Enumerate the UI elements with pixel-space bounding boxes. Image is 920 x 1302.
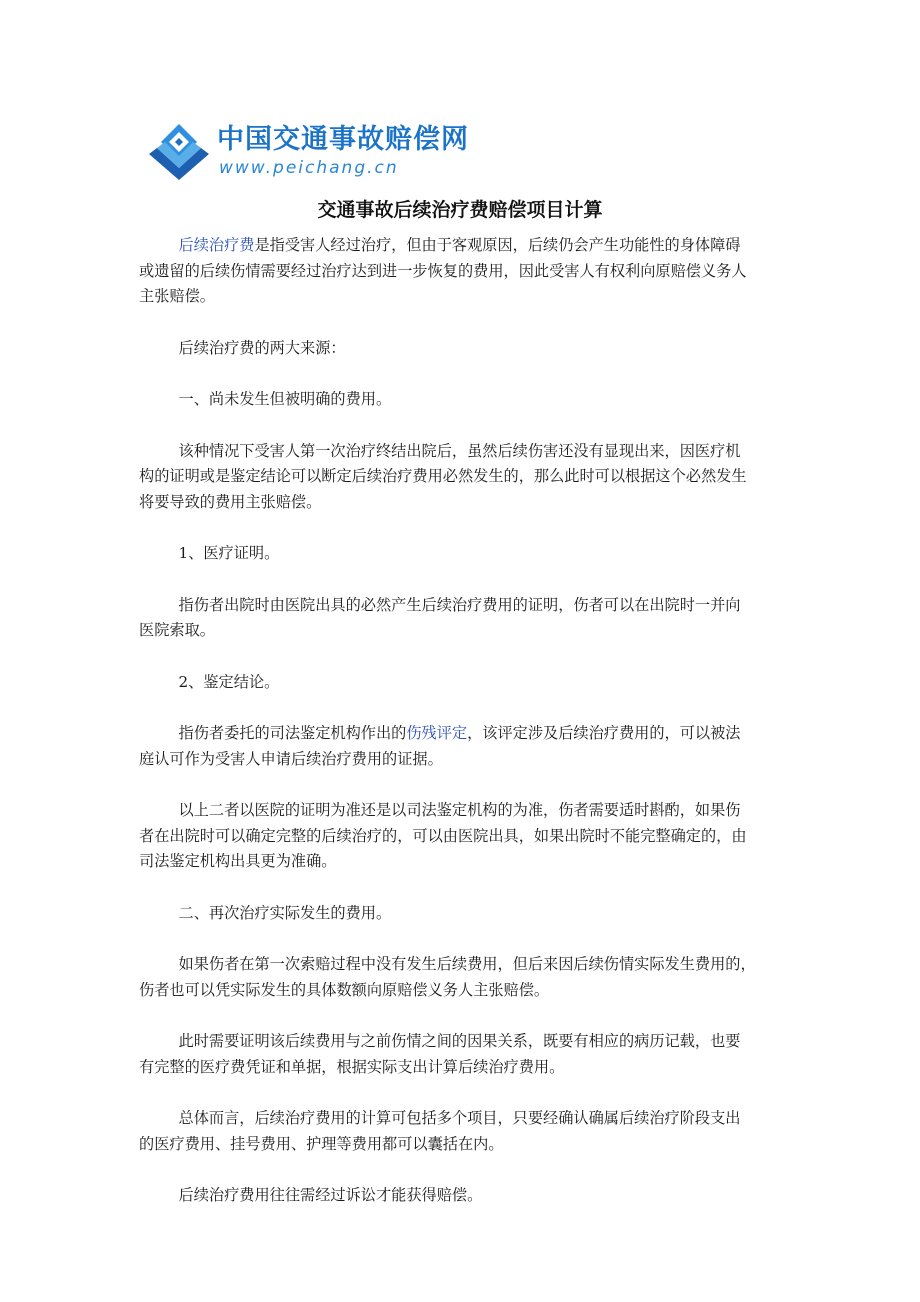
logo-diamond-icon: [145, 122, 213, 182]
paragraph-appraisal-text-before: 指伤者委托的司法鉴定机构作出的: [178, 724, 407, 742]
logo-url: www.peichang.cn: [219, 158, 399, 178]
section-heading-one: 一、尚未发生但被明确的费用。: [178, 390, 392, 408]
paragraph-section-one: 该种情况下受害人第一次治疗终结出院后，虽然后续伤害还没有显现出来，因医疗机 构的证明或是鉴定结论可以断定后续治疗费用必然发生的，那么此时可以根据这个必然发生 将要导致的费用主张赔偿。: [139, 441, 747, 511]
paragraph-causation: 此时需要证明该后续费用与之前伤情之间的因果关系，既要有相应的病历记载，也要 有完整的医疗费凭证和单据，根据实际支出计算后续治疗费用。: [139, 1032, 741, 1076]
paragraph-medical-certificate: 指伤者出院时由医院出具的必然产生后续治疗费用的证明，伤者可以在出院时一并向 医院索取。: [139, 595, 741, 639]
article-body: [139, 233, 799, 1235]
paragraph-appraisal-text-after: ，该评定涉及后续治疗费用的，可以被法 庭认可作为受害人申请后续治疗费用的证据。: [139, 724, 741, 768]
paragraph-intro-text: 是指受害人经过治疗，但由于客观原因，后续仍会产生功能性的身体障碍 或遗留的后续伤情需要经过治疗达到进一步恢复的费用，因此受害人有权利向原赔偿义务人 主张赔偿。: [139, 236, 747, 305]
article-title: 交通事故后续治疗费赔偿项目计算: [317, 199, 603, 221]
site-logo[interactable]: [145, 122, 469, 184]
link-follow-up-treatment[interactable]: 后续治疗费: [178, 236, 255, 254]
paragraph-section-two: 如果伤者在第一次索赔过程中没有发生后续费用，但后来因后续伤情实际发生费用的， 伤者也可以凭实际发生的具体数额向原赔偿义务人主张赔偿。: [139, 955, 756, 999]
subheading-medical-certificate: 1、医疗证明。: [178, 544, 280, 562]
paragraph-appraisal-conclusion: [139, 721, 799, 772]
link-disability-assessment[interactable]: 伤残评定: [406, 724, 468, 742]
paragraph-summary: 总体而言，后续治疗费用的计算可包括多个项目，只要经确认确属后续治疗阶段支出 的医疗费用、挂号费用、护理等费用都可以囊括在内。: [139, 1109, 741, 1153]
paragraph-intro: [139, 233, 799, 310]
paragraph-comparison: 以上二者以医院的证明为准还是以司法鉴定机构的为准，伤者需要适时斟酌，如果伤 者在出院时可以确定完整的后续治疗的，可以由医院出具，如果出院时不能完整确定的，由 司法鉴定机构出具更为准确。: [139, 801, 747, 870]
section-heading-two: 二、再次治疗实际发生的费用。: [178, 903, 392, 922]
subheading-appraisal-conclusion: 2、鉴定结论。: [178, 672, 280, 691]
paragraph-sources-heading: 后续治疗费的两大来源：: [178, 338, 346, 357]
logo-title: 中国交通事故赔偿网: [217, 124, 469, 155]
paragraph-conclusion: 后续治疗费用往往需经过诉讼才能获得赔偿。: [178, 1186, 483, 1204]
